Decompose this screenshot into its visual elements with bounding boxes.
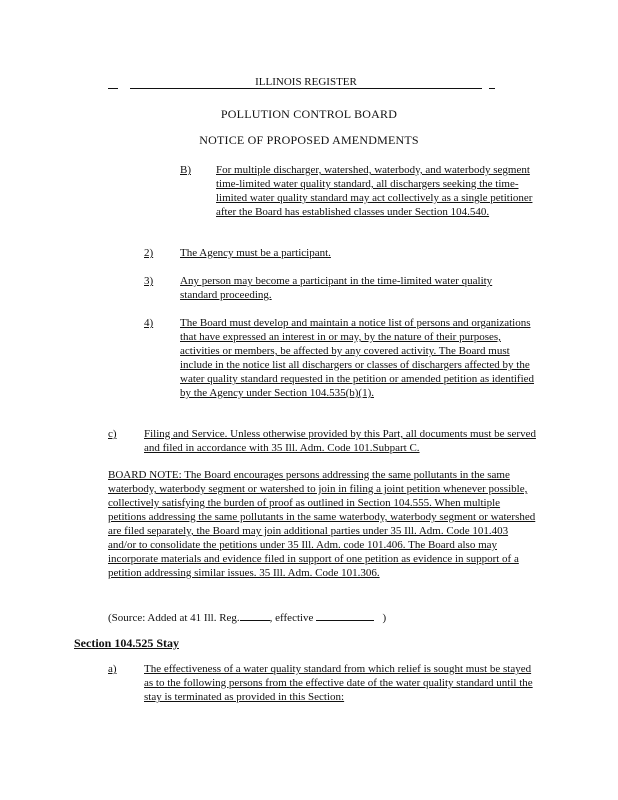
item-c-text: Filing and Service. Unless otherwise provided by this Part, all documents must be served and filed in accordance with 35 Ill. Adm. Code 101.Subpart C. bbox=[144, 428, 536, 454]
item-4-label: 4) bbox=[144, 317, 154, 329]
item-a-text: The effectiveness of a water quality standard from which relief is sought must be stayed as to the following persons from the effective date of the water quality standard until the stay is terminated as provided in this Section: bbox=[144, 663, 533, 703]
board-note: BOARD NOTE: The Board encourages persons addressing the same pollutants in the same waterbody, waterbody segment or watershed to join in filing a joint petition whenever possible, collectively satisfying the burden of proof as outlined in Section 104.555. When multiple petitions addressing the same pollutants in the same waterbody, waterbody segment or watershed are filed separately, the Board may join additional parties under 35 Ill. Adm. Code 101.403 and/or to consolidate the petitions under 35 Ill. Adm. code 101.406. The Board also may incorporate materials and evidence filed in support of one petition as evidence in support of a petition addressing similar issues. 35 Ill. Adm. Code 101.306. bbox=[108, 469, 536, 579]
notice-title: NOTICE OF PROPOSED AMENDMENTS bbox=[199, 133, 419, 147]
reg-blank bbox=[240, 610, 270, 621]
header-rule-left bbox=[108, 88, 118, 89]
source-prefix: (Source: Added at 41 Ill. Reg. bbox=[108, 612, 240, 624]
board-title: POLLUTION CONTROL BOARD bbox=[220, 107, 398, 121]
item-4-text: The Board must develop and maintain a notice list of persons and organizations that have expressed an interest in or may, by the nature of their purposes, activities or members, be affected by any covered activity. The Board must include in the notice list all dischargers or classes of dischargers affected by the water quality standard requested in the petition or amended petition as identified by the Agency under Section 104.535(b)(1). bbox=[180, 317, 535, 399]
item-c-label: c) bbox=[108, 428, 117, 440]
item-a-label: a) bbox=[108, 663, 117, 675]
item-b-text: For multiple discharger, watershed, waterbody, and waterbody segment time-limited water quality standard, all dischargers seeking the time-limited water quality standard may act collectively as a single petitioner after the Board has established classes under Section 104.540. bbox=[216, 164, 533, 218]
register-title: ILLINOIS REGISTER bbox=[255, 76, 357, 88]
item-3-label: 3) bbox=[144, 275, 154, 287]
source-middle: , effective bbox=[269, 612, 314, 624]
item-3-text: Any person may become a participant in the time-limited water quality standard proceeding. bbox=[180, 275, 493, 301]
item-b-label: B) bbox=[180, 164, 191, 176]
source-suffix: ) bbox=[382, 612, 387, 624]
section-heading: Section 104.525 Stay bbox=[74, 636, 179, 650]
item-2-label: 2) bbox=[144, 247, 154, 259]
effective-blank bbox=[316, 610, 374, 621]
source-line bbox=[108, 610, 386, 625]
item-2-text: The Agency must be a participant. bbox=[180, 247, 331, 259]
header-rule-right bbox=[489, 88, 495, 89]
